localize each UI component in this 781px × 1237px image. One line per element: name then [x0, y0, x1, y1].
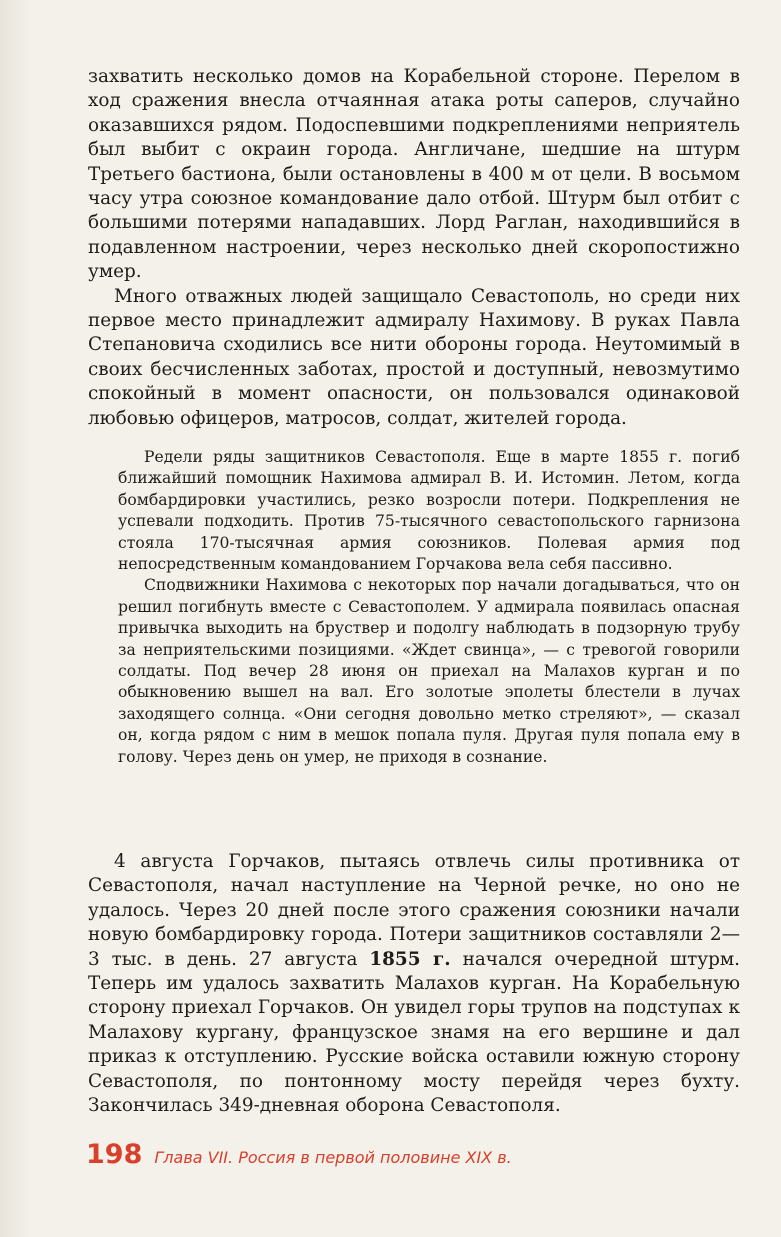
- paragraph-continuation: захватить несколько домов на Корабельной стороне. Перелом в ход сражения внесла отчаянная атака роты саперов, случайно оказавшихся рядом. Подоспевшими подкреплениями неприятель был выбит с окраин города. Англичане, шедшие на штурм Третьего бастиона, были остановлены в 400 м от цели. В восьмом часу утра союзное командование дало отбой. Штурм был отбит с большими потерями нападавших. Лорд Раглан, находившийся в подавленном настроении, через несколько дней скоропостижно умер.: [88, 66, 740, 283]
- small-paragraph-defenders: Редели ряды защитников Севастополя. Еще в марте 1855 г. погиб ближайший помощник Нахимова адмирал В. И. Истомин. Летом, когда бомбардировки участились, резко возросли потери. Подкрепления не успевали подходить. Против 75-тысячного севастопольского гарнизона стояла 170-тысячная армия союзников. Полевая армия под непосредственным командованием Горчакова вела себя пассивно.: [118, 448, 740, 574]
- text-segment: 4 августа Горчаков, пытаясь отвлечь силы противника от Севастополя, начал наступление на Черной речке, но оно не удалось. Через 20 дней после этого сражения союзники начали новую бомбардировку города. Потери защитников составляли 2—3 тыс. в день. 27 августа: [88, 851, 740, 970]
- bold-year: 1855 г.: [369, 948, 451, 970]
- main-text-bottom: [88, 850, 740, 1118]
- running-head: Глава VII. Россия в первой половине XIX в.: [154, 1148, 512, 1167]
- page-gutter-shadow: [0, 0, 30, 1237]
- small-print-insert: [118, 447, 740, 768]
- main-text-top: [88, 65, 740, 431]
- text-segment: начался очередной штурм. Теперь им удалось захватить Малахов курган. На Корабельную сторону приехал Горчаков. Он увидел горы трупов на подступах к Малахову кургану, французское знамя на его вершине и дал приказ к отступлению. Русские войска оставили южную сторону Севастополя, по понтонному мосту перейдя через бухту. Закончилась 349-дневная оборона Севастополя.: [88, 948, 740, 1117]
- paragraph-nakhimov: Много отважных людей защищало Севастополь, но среди них первое место принадлежит адмиралу Нахимову. В руках Павла Степановича сходились все нити обороны города. Неутомимый в своих бесчисленных заботах, простой и доступный, невозмутимо спокойный в момент опасности, он пользовался одинаковой любовью офицеров, матросов, солдат, жителей города.: [88, 285, 740, 429]
- page-number: 198: [86, 1139, 143, 1170]
- paragraph-fall-of-sevastopol: [88, 850, 740, 1118]
- page-footer: [86, 1139, 512, 1175]
- small-paragraph-nakhimov-death: Сподвижники Нахимова с некоторых пор начали догадываться, что он решил погибнуть вместе с Севастополем. У адмирала появилась опасная привычка выходить на бруствер и подолгу наблюдать в подзорную трубу за неприятельскими позициями. «Ждет свинца», — с тревогой говорили солдаты. Под вечер 28 июня он приехал на Малахов курган и по обыкновению вышел на вал. Его золотые эполеты блестели в лучах заходящего солнца. «Они сегодня довольно метко стреляют», — сказал он, когда рядом с ним в мешок попала пуля. Другая пуля попала ему в голову. Через день он умер, не приходя в сознание.: [118, 576, 740, 766]
